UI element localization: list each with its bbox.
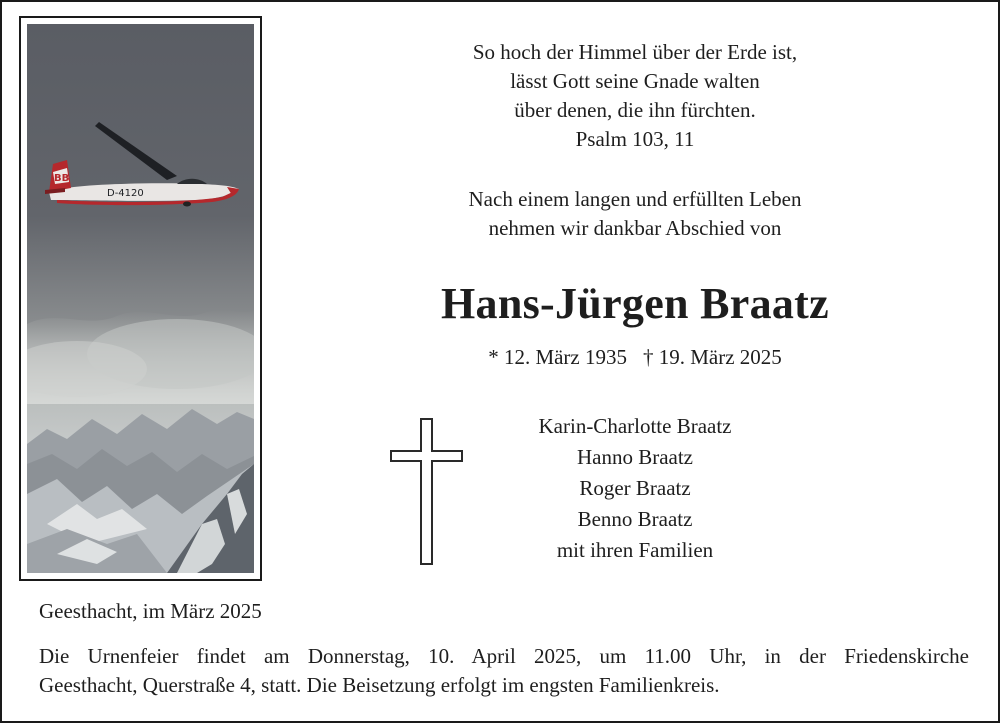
bible-verse	[385, 38, 885, 154]
death-date: † 19. März 2025	[643, 345, 782, 369]
service-information	[39, 642, 969, 700]
mourner-name: Benno Braatz	[577, 507, 693, 531]
photo-frame	[19, 16, 262, 581]
mourners-list	[435, 411, 835, 566]
mourner-name: Hanno Braatz	[576, 445, 694, 469]
intro-line: nehmen wir dankbar Abschied von	[488, 216, 782, 240]
life-dates	[385, 345, 885, 370]
farewell-intro	[385, 185, 885, 243]
intro-line: Nach einem langen und erfüllten Leben	[468, 187, 802, 211]
verse-line: über denen, die ihn fürchten.	[514, 98, 756, 122]
mourners-families: mit ihren Familien	[556, 538, 714, 562]
birth-date: * 12. März 1935	[488, 345, 627, 369]
mourner-name: Roger Braatz	[579, 476, 691, 500]
place-and-date: Geesthacht, im März 2025	[39, 599, 262, 623]
tail-marking: BB	[54, 173, 70, 184]
mourner-name: Karin-Charlotte Braatz	[538, 414, 732, 438]
verse-line: So hoch der Himmel über der Erde ist,	[472, 40, 798, 64]
glider-registration: D-4120	[107, 188, 144, 199]
service-line: Geesthacht, Querstraße 4, statt. Die Beisetzung erfolgt im engsten Familienkreis.	[39, 673, 720, 697]
verse-line: lässt Gott seine Gnade walten	[510, 69, 760, 93]
service-line: Die Urnenfeier findet am Donnerstag, 10. April 2025, um 11.00 Uhr, in der Friedenskirche	[39, 644, 969, 668]
verse-reference: Psalm 103, 11	[575, 127, 695, 151]
deceased-name: Hans-Jürgen Braatz	[441, 279, 829, 328]
glider-photo	[27, 24, 254, 573]
